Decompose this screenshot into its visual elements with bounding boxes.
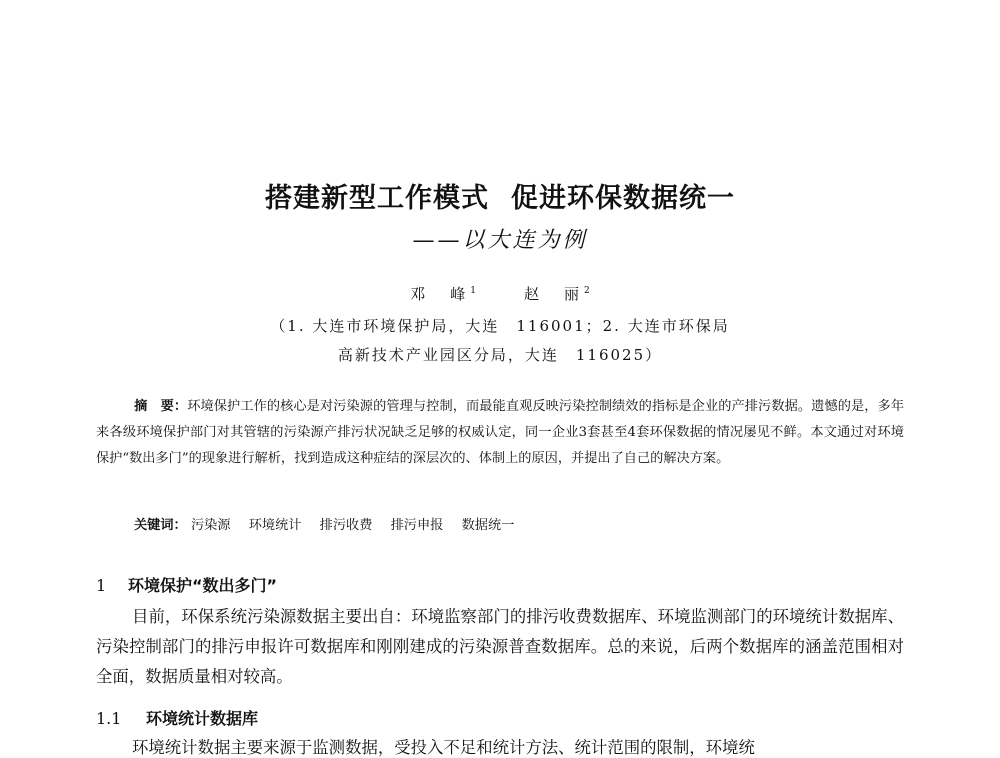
- abstract-text: 环境保护工作的核心是对污染源的管理与控制，而最能直观反映污染控制绩效的指标是企业的产排污数据。遗憾的是，多年来各级环境保护部门对其管辖的污染源产排污状况缺乏足够的权威认定，同一企业3套甚至4套环保数据的情况屡见不鲜。本文通过对环境保护“数出多门”的现象进行解析，找到造成这种症结的深层次的、体制上的原因，并提出了自己的解决方案。: [96, 399, 905, 466]
- keywords: [134, 514, 528, 533]
- subsection-number: 1.1: [96, 709, 122, 728]
- subsection-heading: [96, 706, 258, 729]
- author-list: [0, 283, 1000, 304]
- author-affiliation-mark: 1: [470, 286, 476, 296]
- subsection-paragraph-start: 环境统计数据主要来源于监测数据，受投入不足和统计方法、统计范围的限制，环境统: [132, 738, 755, 757]
- paper-title: [0, 176, 1000, 215]
- section-heading: [96, 573, 277, 596]
- author-affiliation-mark: 2: [584, 286, 590, 296]
- affiliation-line: （1. 大连市环境保护局，大连 116001；2. 大连市环保局: [270, 317, 730, 335]
- paper-subtitle: ——以大连为例: [412, 228, 588, 253]
- abstract: [96, 394, 904, 472]
- keyword-item: 污染源: [190, 518, 231, 533]
- keyword-item: 排污收费: [319, 518, 373, 533]
- keyword-item: 环境统计: [248, 518, 302, 533]
- abstract-label: 摘 要：: [134, 399, 188, 414]
- section-number: 1: [96, 576, 107, 595]
- author-name: 邓 峰: [410, 285, 471, 303]
- keywords-label: 关键词：: [134, 518, 187, 533]
- affiliation-line: 高新技术产业园区分局，大连 116025）: [337, 346, 663, 364]
- section-paragraph: [96, 602, 904, 692]
- author-name: 赵 丽: [524, 285, 585, 303]
- keyword-item: 数据统一: [461, 518, 515, 533]
- paragraph-text: 目前，环保系统污染源数据主要出自：环境监察部门的排污收费数据库、环境监测部门的环境统计数据库、污染控制部门的排污申报许可数据库和刚刚建成的污染源普查数据库。总的来说，后两个数据库的涵盖范围相对全面，数据质量相对较高。: [96, 607, 904, 686]
- section-title: 环境保护“数出多门”: [128, 576, 278, 595]
- title-part-1: 搭建新型工作模式: [265, 183, 489, 214]
- title-part-2: 促进环保数据统一: [511, 183, 735, 214]
- subsection-title: 环境统计数据库: [146, 709, 259, 728]
- keyword-item: 排污申报: [390, 518, 444, 533]
